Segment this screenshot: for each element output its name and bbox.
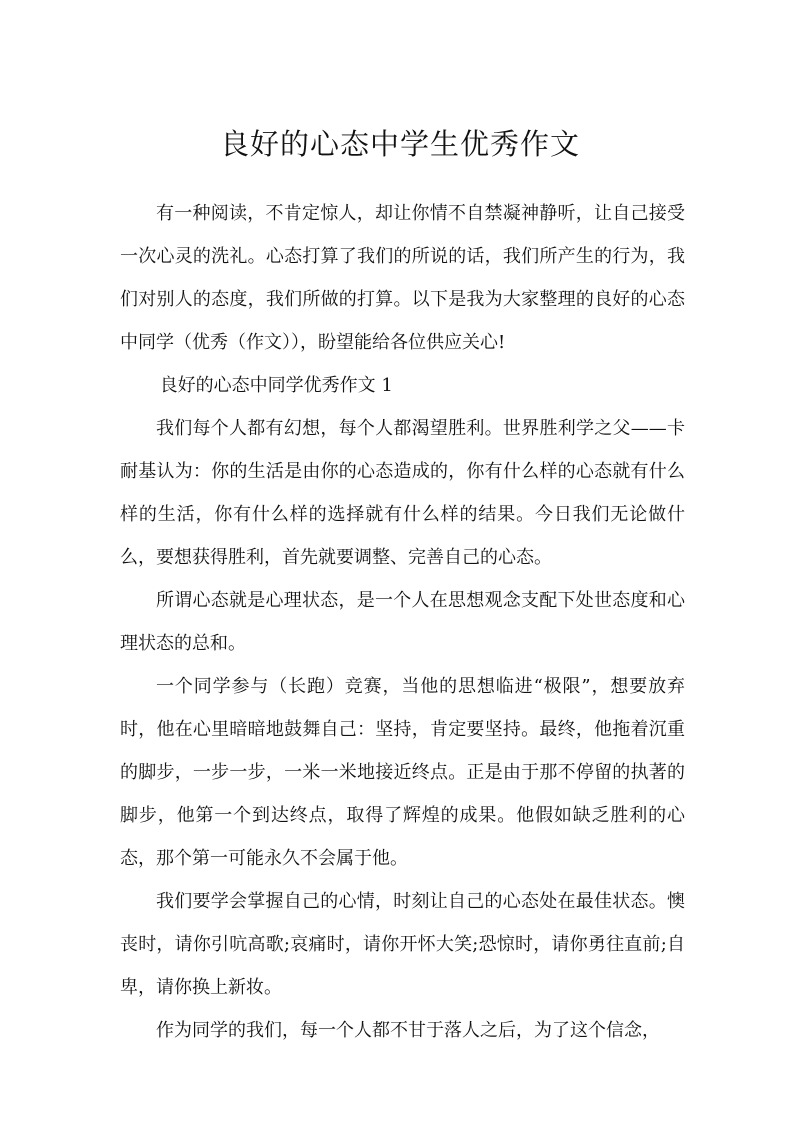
paragraph-intro: 有一种阅读，不肯定惊人，却让你情不自禁凝神静听，让自己接受一次心灵的洗礼。心态打算了我们的所说的话，我们所产生的行为，我们对别人的态度，我们所做的打算。以下是我为大家整理的良好的心态中同学（优秀（作文）），盼望能给各位供应关心!: [120, 203, 685, 353]
paragraph-mood: 我们要学会掌握自己的心情，时刻让自己的心态处在最佳状态。懊丧时，请你引吭高歌;哀痛时，请你开怀大笑;恐惊时，请你勇往直前;自卑，请你换上新妆。: [120, 891, 685, 998]
section-heading: 良好的心态中同学优秀作文 1: [159, 375, 393, 396]
paragraph-definition: 所谓心态就是心理状态，是一个人在思想观念支配下处世态度和心理状态的总和。: [120, 590, 685, 654]
paragraph-race: 一个同学参与（长跑）竞赛，当他的思想临进“极限”，想要放弃时，他在心里暗暗地鼓舞自己：坚持，肯定要坚持。最终，他拖着沉重的脚步，一步一步，一米一米地接近终点。正是由于那不停留的执著的脚步，他第一个到达终点，取得了辉煌的成果。他假如缺乏胜利的心态，那个第一可能永久不会属于他。: [120, 676, 685, 869]
document-title: 良好的心态中学生优秀作文: [219, 127, 580, 161]
paragraph-dream: 我们每个人都有幻想，每个人都渴望胜利。世界胜利学之父——卡耐基认为：你的生活是由你的心态造成的，你有什么样的心态就有什么样的生活，你有什么样的选择就有什么样的结果。今日我们无论做什么，要想获得胜利，首先就要调整、完善自己的心态。: [120, 418, 685, 568]
paragraph-students: 作为同学的我们，每一个人都不甘于落人之后，为了这个信念，: [156, 1020, 660, 1041]
document-body: [120, 192, 685, 1052]
